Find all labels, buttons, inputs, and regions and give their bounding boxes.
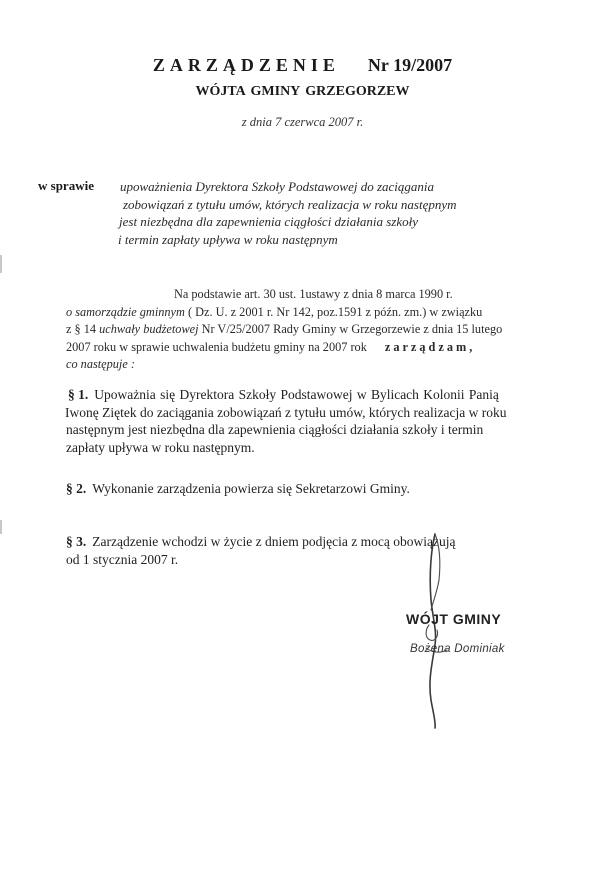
subject-label: w sprawie	[38, 178, 94, 193]
basis-line: co następuje :	[66, 357, 135, 371]
title-number: Nr 19/2007	[367, 55, 453, 75]
basis-line: o samorządzie gminnym ( Dz. U. z 2001 r. Nr 142, poz.1591 z późn. zm.) w związku	[66, 304, 483, 319]
signatory-title: WÓJT GMINY	[406, 611, 502, 627]
section-2	[66, 481, 410, 497]
basis-line: 2007 roku w sprawie uchwalenia budżetu gminy na 2007 rok zarządzam,	[66, 339, 476, 354]
subject-line: i termin zapłaty upływa w roku następnym	[118, 231, 338, 247]
signatory-name: Bożena Dominiak	[410, 643, 505, 655]
basis-italic: uchwały budżetowej	[99, 322, 199, 336]
legal-basis	[66, 286, 502, 374]
subject-line: jest niezbędna dla zapewnienia ciągłości działania szkoły	[119, 214, 418, 229]
scan-edge-mark	[0, 520, 2, 534]
document-title	[0, 55, 605, 76]
subject-line: zobowiązań z tytułu umów, których realizacja w roku następnym	[123, 196, 457, 212]
section-line: § 3. Zarządzenie wchodzi w życie z dniem podjęcia z mocą obowiązują	[66, 534, 456, 549]
section-line: § 1. Upoważnia się Dyrektora Szkoły Podstawowej w Bylicach Kolonii Panią	[68, 387, 499, 402]
section-line: Wykonanie zarządzenia powierza się Sekretarzowi Gminy.	[92, 481, 410, 496]
section-1	[66, 386, 506, 456]
section-marker: § 2.	[66, 481, 87, 496]
scan-edge-mark	[0, 255, 2, 273]
section-line: następnym jest niezbędna dla zapewnienia ciągłości działania szkoły i termin	[66, 422, 484, 437]
section-line: Iwonę Ziętek do zaciągania zobowiązań z tytułu umów, których realizacja w roku	[65, 404, 507, 420]
decree-verb: zarządzam,	[384, 339, 476, 354]
handwritten-signature-icon	[395, 530, 475, 730]
section-line: od 1 stycznia 2007 r.	[66, 551, 179, 567]
basis-line: z § 14 uchwały budżetowej Nr V/25/2007 Rady Gminy w Grzegorzewie z dnia 15 lutego	[66, 322, 503, 336]
title-main: ZARZĄDZENIE	[152, 55, 340, 75]
document-subtitle: WÓJTA GMINY GRZEGORZEW	[195, 84, 410, 99]
document-date: z dnia 7 czerwca 2007 r.	[241, 115, 364, 129]
subject-text	[120, 178, 457, 248]
basis-italic: o samorządzie gminnym	[66, 304, 185, 319]
basis-line: Na podstawie art. 30 ust. 1ustawy z dnia 8 marca 1990 r.	[174, 287, 453, 301]
section-marker: § 1.	[68, 387, 89, 402]
section-line: zapłaty upływa w roku następnym.	[66, 439, 255, 455]
section-marker: § 3.	[66, 534, 87, 549]
subject-line: upoważnienia Dyrektora Szkoły Podstawowej do zaciągania	[120, 179, 435, 194]
